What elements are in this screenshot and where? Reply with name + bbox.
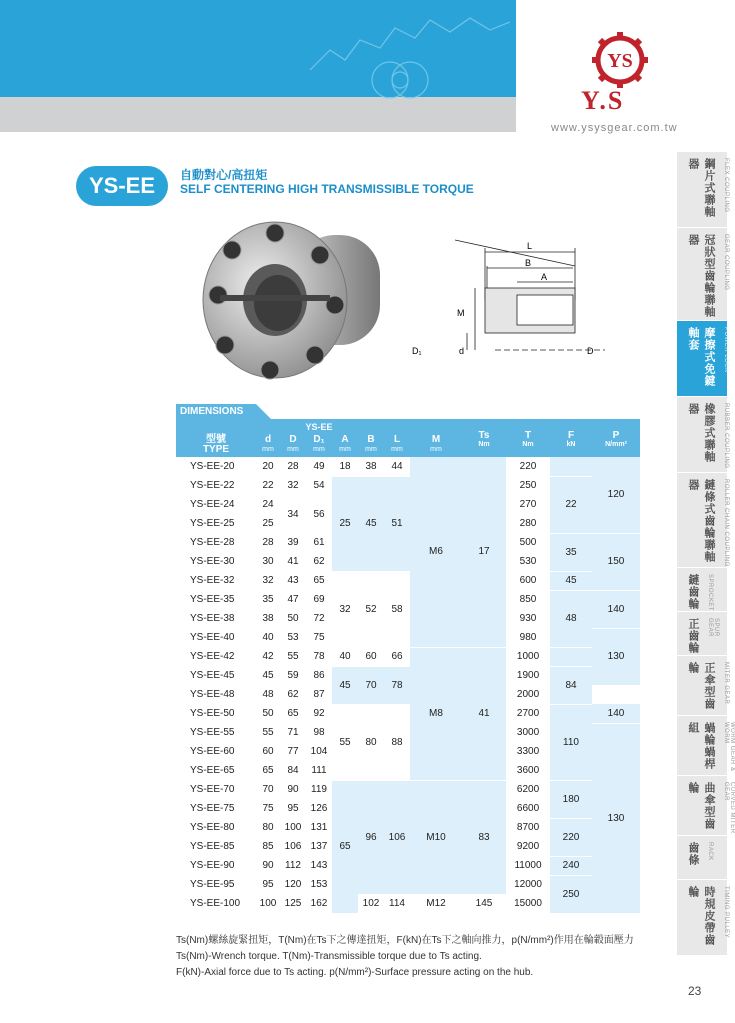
dimension-diagram <box>412 240 605 365</box>
sidebar-item-rubber-coupling[interactable]: 橡膠式聯軸器 RUBBER COUPLING <box>677 397 727 473</box>
table-row: YS-EE-20 20 28 49 18 38 44 M6 17 220 120 <box>176 457 640 476</box>
diagram-label-b: B <box>525 258 532 268</box>
group-header: YS-EE <box>176 421 462 433</box>
table-row: YS-EE-90 90 112 143 11000 240 <box>176 856 640 875</box>
col-t: T Nm <box>506 421 550 457</box>
table-row: YS-EE-40 40 53 75 980 130 <box>176 628 640 647</box>
col-d: d mm <box>256 433 280 457</box>
sidebar-item-roller-chain-coupling[interactable]: 鏈條式齒輪聯軸器 ROLLER CHAIN COUPLING <box>677 473 727 568</box>
table-row: YS-EE-75 75 95 126 6600 <box>176 799 640 818</box>
category-sidebar <box>677 152 735 956</box>
table-row: YS-EE-80 80 100 131 8700 220 <box>176 818 640 837</box>
note-en-2: F(kN)-Axial force due to Ts acting. p(N/mm²)-Surface pressure acting on the hub. <box>176 967 534 978</box>
table-row: YS-EE-45 45 59 86 45 70 78 1900 84 <box>176 666 640 685</box>
sidebar-item-miter-gear[interactable]: 正傘型齒輪 MITER GEAR <box>677 656 727 716</box>
table-row: YS-EE-22 22 32 54 25 45 51 250 22 <box>176 476 640 495</box>
col-b: B mm <box>358 433 384 457</box>
dimensions-tab: DIMENSIONS <box>176 404 256 420</box>
svg-text:YS: YS <box>607 50 633 72</box>
website-url: www.ysysgear.com.tw <box>551 122 678 134</box>
sidebar-item-spur-gear[interactable]: 正齒輪 SPUR GEAR <box>677 612 727 656</box>
col-a: A mm <box>332 433 358 457</box>
sidebar-item-gear-coupling[interactable]: 冠狀型齒輪聯軸器 GEAR COUPLING <box>677 228 727 321</box>
ys-logo-icon <box>590 30 650 90</box>
model-badge: YS-EE <box>76 166 168 206</box>
gear-decoration <box>300 10 520 100</box>
dimension-table <box>176 421 640 914</box>
table-row: YS-EE-70 70 90 119 65 96 106 M10 83 6200 180 <box>176 780 640 799</box>
col-l: L mm <box>384 433 410 457</box>
col-f: F kN <box>550 421 592 457</box>
table-row: YS-EE-30 30 41 62 530 <box>176 552 640 571</box>
table-row: YS-EE-95 95 120 153 12000 250 <box>176 875 640 894</box>
table-row: YS-EE-32 32 43 65 32 52 58 600 45 <box>176 571 640 590</box>
col-p: P N/mm² <box>592 421 640 457</box>
table-row: YS-EE-100 100 125 162 102 114 M12 145 15000 <box>176 894 640 913</box>
table-row: YS-EE-55 55 71 98 3000 130 <box>176 723 640 742</box>
sidebar-item-flex-coupling[interactable]: 鋼片式聯軸器 FLEX COUPLING <box>677 152 727 228</box>
diagram-label-d1: D₁ <box>412 346 422 356</box>
product-photo <box>200 215 400 390</box>
table-row: YS-EE-65 65 84 111 3600 <box>176 761 640 780</box>
table-row: YS-EE-35 35 47 69 850 48 140 <box>176 590 640 609</box>
table-row: YS-EE-38 38 50 72 930 <box>176 609 640 628</box>
sidebar-item-sprocket[interactable]: 鏈齒輪 SPROCKET <box>677 568 727 612</box>
col-m: M mm <box>410 433 462 457</box>
sidebar-item-power-lock[interactable]: 摩擦式免鍵軸套 POWER LOCK <box>677 321 727 397</box>
col-type: 型號 TYPE <box>176 433 256 457</box>
brand-name: Y.S <box>581 86 625 115</box>
table-row: YS-EE-42 42 55 78 40 60 66 M8 41 1000 <box>176 647 640 666</box>
col-d1: D₁ mm <box>306 433 332 457</box>
col-bigd: D mm <box>280 433 306 457</box>
sidebar-item-curved-miter-gear[interactable]: 曲傘型齒輪 CURVED MITER GEAR <box>677 776 727 836</box>
sidebar-item-rack[interactable]: 齒條 RACK <box>677 836 727 880</box>
note-en-1: Ts(Nm)-Wrench torque. T(Nm)-Transmissible torque due to Ts acting. <box>176 951 482 962</box>
notes <box>176 933 634 981</box>
col-ts: Ts Nm <box>462 421 506 457</box>
note-zh: Ts(Nm)螺絲旋緊扭矩，T(Nm)在Ts下之傳達扭矩，F(kN)在Ts下之軸向推力，p(N/mm²)作用在輪轂面壓力 <box>176 935 634 946</box>
table-row: YS-EE-60 60 77 104 3300 <box>176 742 640 761</box>
diagram-label-m: M <box>457 308 465 318</box>
diagram-label-a: A <box>541 272 548 282</box>
table-row: YS-EE-25 25 280 <box>176 514 640 533</box>
diagram-label-d: d <box>459 346 465 356</box>
table-row: YS-EE-50 50 65 92 55 80 88 2700 110 140 <box>176 704 640 723</box>
page-number: 23 <box>688 984 702 998</box>
diagram-label-bigd: D <box>587 346 594 356</box>
product-title-en: SELF CENTERING HIGH TRANSMISSIBLE TORQUE <box>180 182 474 196</box>
diagram-label-l: L <box>527 241 533 251</box>
table-row: YS-EE-48 48 62 87 2000 <box>176 685 640 704</box>
table-row: YS-EE-24 24 34 56 270 <box>176 495 640 514</box>
sidebar-item-timing-pulley[interactable]: 時規皮帶齒輪 TIMING PULLEY <box>677 880 727 956</box>
table-row: YS-EE-28 28 39 61 500 35 150 <box>176 533 640 552</box>
sidebar-item-worm-gear[interactable]: 蝸輪蝸桿組 WORM GEAR & WORM <box>677 716 727 776</box>
table-row: YS-EE-85 85 106 137 9200 <box>176 837 640 856</box>
product-title-zh: 自動對心/高扭矩 <box>180 168 268 182</box>
